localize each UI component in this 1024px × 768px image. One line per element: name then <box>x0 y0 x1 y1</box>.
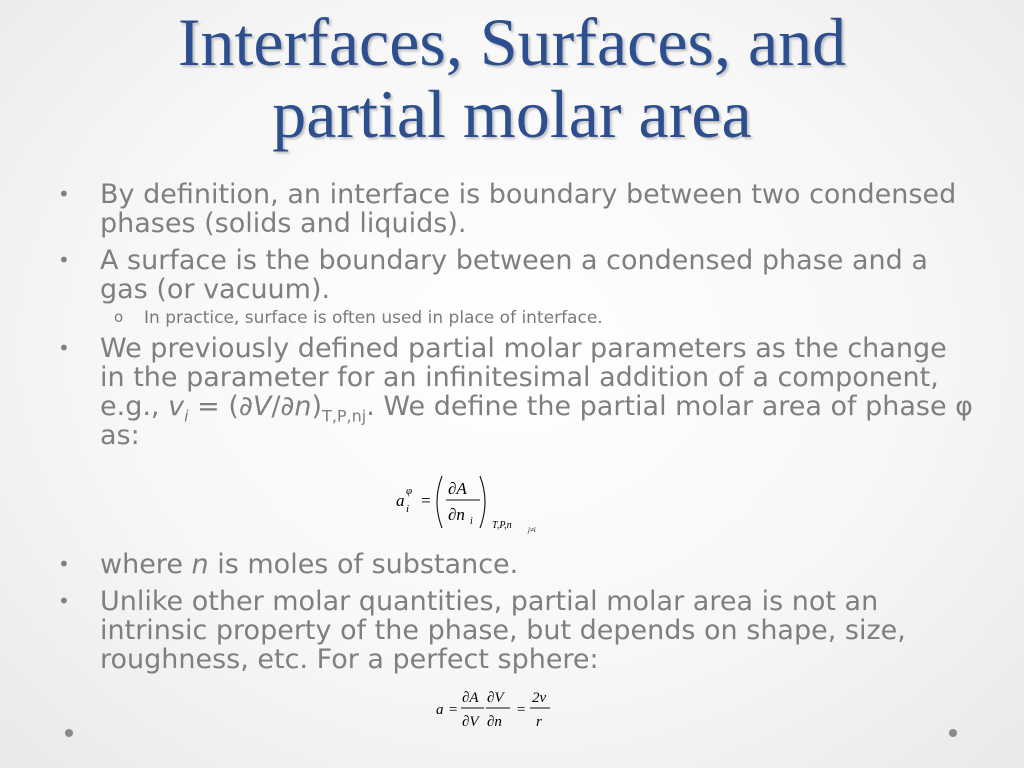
svg-text:a: a <box>436 702 444 718</box>
title-line-2: partial molar area <box>272 76 752 152</box>
svg-text:a: a <box>396 491 405 510</box>
partial-molar-area-equation <box>392 468 552 538</box>
svg-text:∂V: ∂V <box>462 714 479 730</box>
bullet-icon: • <box>58 182 70 206</box>
corner-dot-right <box>949 729 957 737</box>
bullet-item-surface <box>58 246 978 304</box>
title-line-1: Interfaces, Surfaces, and <box>177 4 847 80</box>
svg-text:T,P,n: T,P,n <box>492 520 512 531</box>
bullet-item-sphere <box>58 587 978 674</box>
bullet-text: Unlike other molar quantities, partial molar area is not an intrinsic property of the phase, but depends on shape, size, roughness, etc. For a perfect sphere: <box>100 586 906 675</box>
svg-text:=: = <box>420 491 432 510</box>
svg-text:∂n: ∂n <box>487 714 502 730</box>
svg-text:2v: 2v <box>532 690 547 706</box>
sub-bullet-text: In practice, surface is often used in place of interface. <box>144 308 603 328</box>
bullet-icon: • <box>58 336 70 360</box>
bullet-icon: • <box>58 589 70 613</box>
svg-text:∂V: ∂V <box>487 690 504 706</box>
bullet-text: By definition, an interface is boundary between two condensed phases (solids and liquids). <box>100 179 957 239</box>
sphere-area-equation <box>434 686 564 732</box>
svg-text:=: = <box>516 702 527 718</box>
svg-text:∂n: ∂n <box>448 505 465 524</box>
bullet-text: A surface is the boundary between a condensed phase and a gas (or vacuum). <box>100 245 928 305</box>
bullet-icon: • <box>58 248 70 272</box>
bullet-text: We previously defined partial molar parameters as the change in the parameter for an infinitesimal addition of a component, e.g., $v_i = (\partial V/\partial n)_{T,P,nj}$. We define the partial molar area of phase φ as: <box>100 333 973 451</box>
slide-title <box>0 6 1024 150</box>
svg-text:∂A: ∂A <box>462 690 479 706</box>
svg-text:i: i <box>406 503 410 515</box>
bullet-item-interface <box>58 180 978 238</box>
bullet-text: where n is moles of substance. <box>100 549 519 580</box>
svg-text:r: r <box>536 714 542 730</box>
slide-body <box>58 180 978 682</box>
svg-text:∂A: ∂A <box>448 479 467 498</box>
bullet-icon: • <box>58 552 70 576</box>
bullet-item-moles <box>58 550 978 579</box>
svg-text:φ: φ <box>406 485 413 497</box>
sub-bullet-item <box>58 308 978 328</box>
svg-text:j≠i: j≠i <box>528 526 536 534</box>
hollow-circle-bullet-icon: o <box>114 308 124 326</box>
svg-text:=: = <box>448 702 459 718</box>
svg-text:i: i <box>470 516 473 527</box>
bullet-item-partial-molar <box>58 334 978 450</box>
corner-dot-left <box>65 729 73 737</box>
